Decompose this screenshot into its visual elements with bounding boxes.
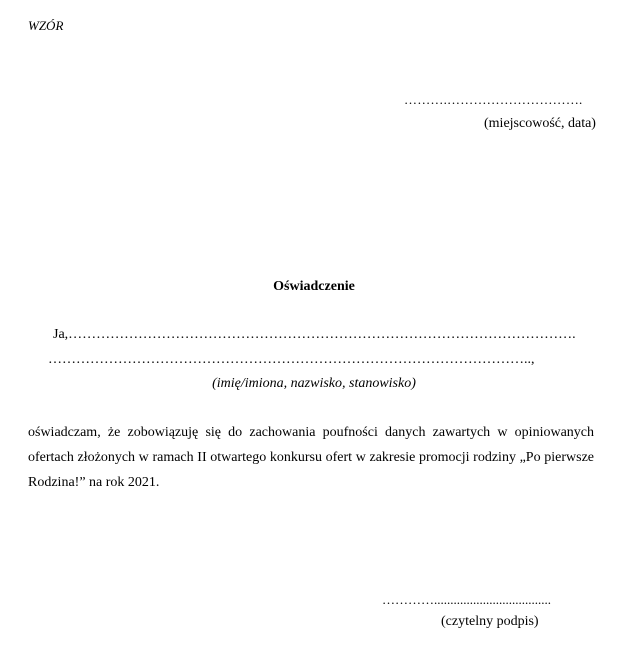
place-date-dots: ……….…………………………. [404, 92, 583, 107]
signature-caption: (czytelny podpis) [441, 614, 539, 629]
declarant-line-1: Ja,………………………………………………………………………………………………. [53, 327, 576, 342]
signature-dots: ………….................................... [382, 592, 551, 607]
place-date-caption: (miejscowość, data) [484, 116, 596, 131]
document-title: Oświadczenie [273, 279, 355, 294]
declarant-caption: (imię/imiona, nazwisko, stanowisko) [212, 376, 416, 391]
declarant-line-2: ………………………………………………………………………………………….., [48, 352, 535, 367]
declaration-paragraph: oświadczam, że zobowiązuję się do zachowania poufności danych zawartych w opiniowanych ofertach złożonych w ramach II otwartego konkursu ofert w zakresie promocji rodziny „Po pierwsze Rodzina!” na rok 2021. [28, 425, 594, 490]
template-label: WZÓR [28, 18, 64, 33]
